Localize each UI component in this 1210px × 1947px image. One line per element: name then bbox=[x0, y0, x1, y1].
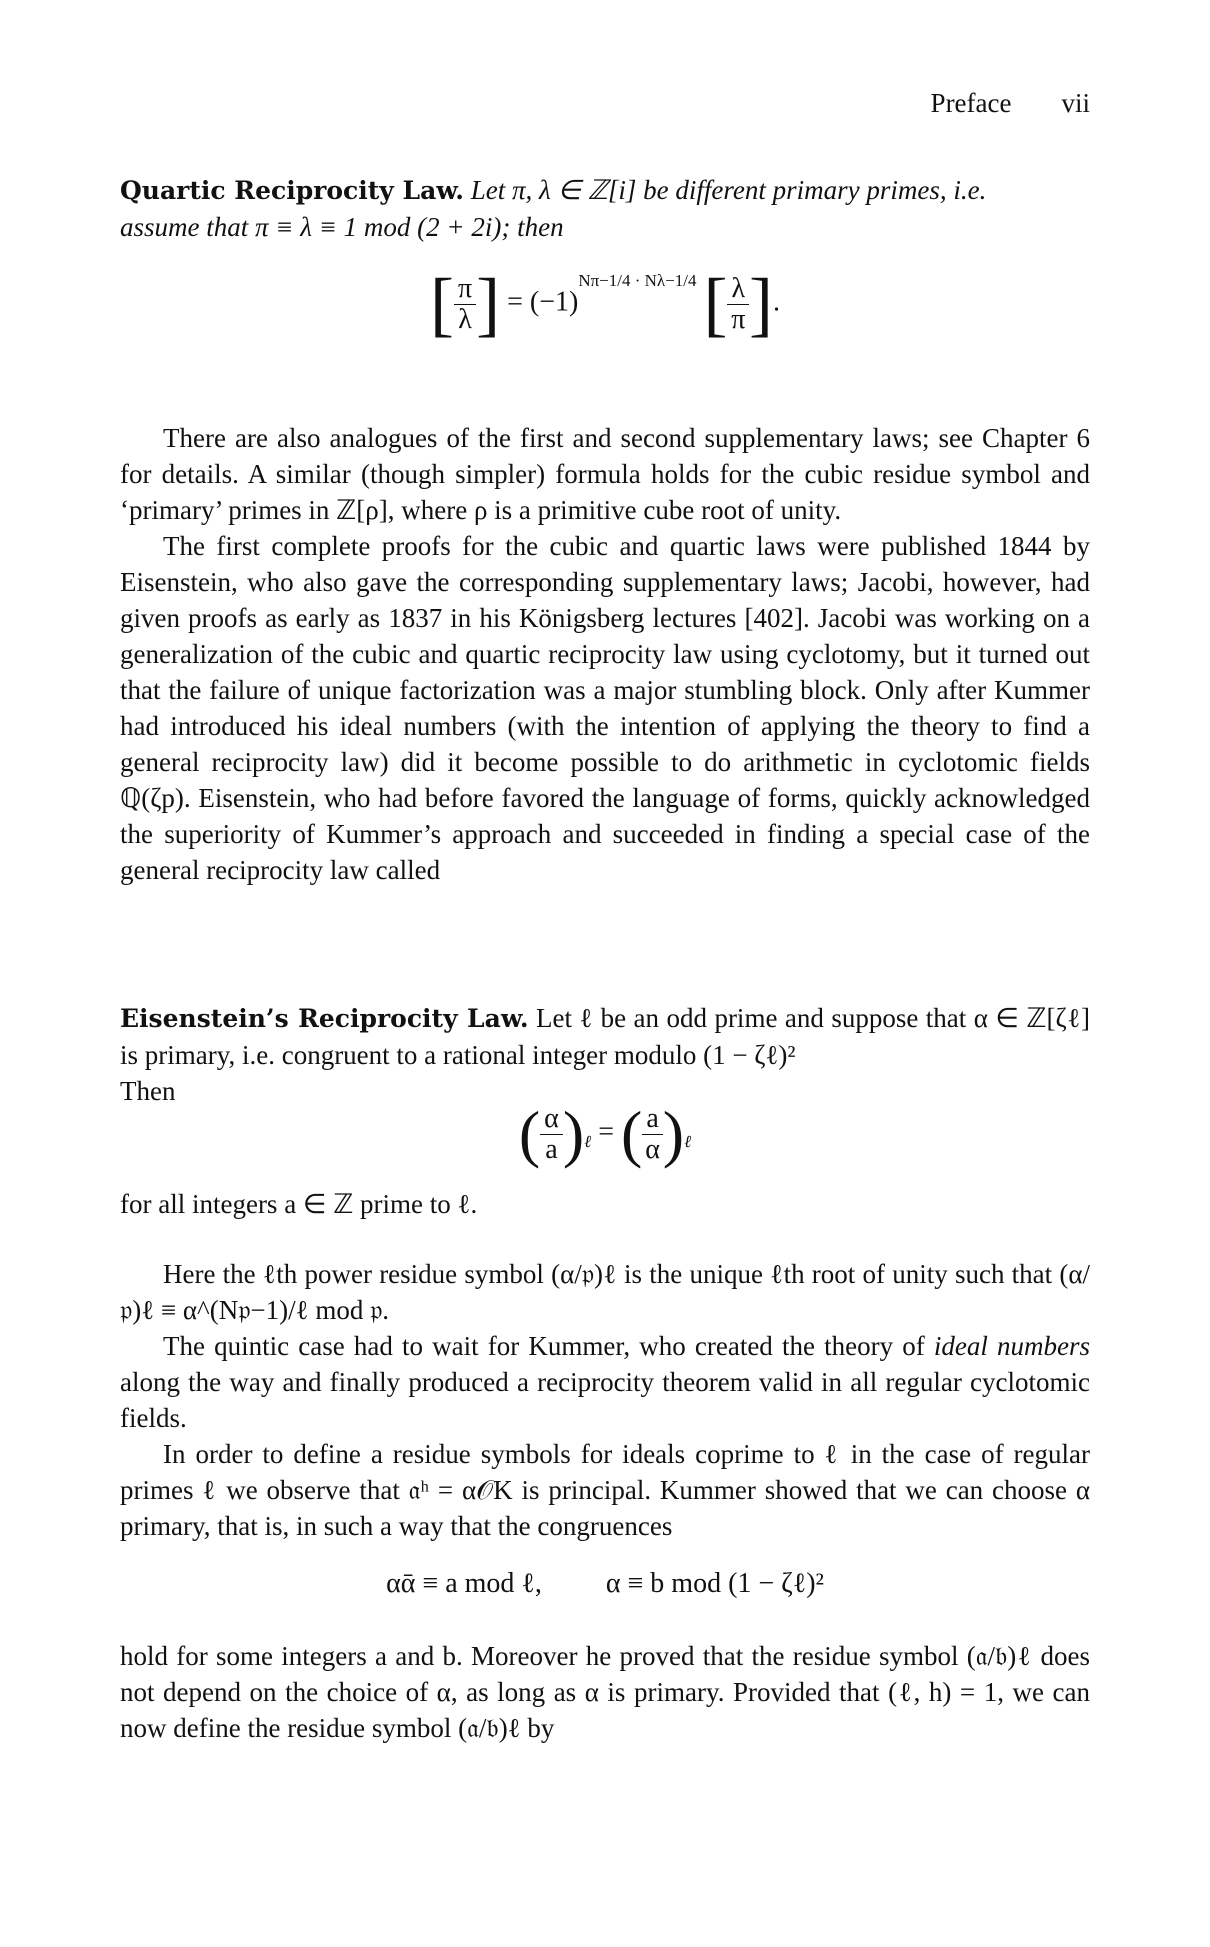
para4-a: The quintic case had to wait for Kummer, who created the theory of bbox=[163, 1331, 934, 1361]
paren-open-2: ( bbox=[621, 1098, 643, 1169]
congruence-formula bbox=[0, 1568, 1210, 1600]
eisenstein-formula bbox=[0, 1098, 1210, 1170]
theorem-text-line1: Let π, λ ∈ ℤ[i] be different primary primes, i.e. bbox=[470, 175, 987, 205]
eis-rhs-sub: ℓ bbox=[684, 1132, 692, 1152]
formula-exponent: Nπ−1/4 · Nλ−1/4 bbox=[578, 271, 697, 291]
paragraph-supplementary: There are also analogues of the first and second supplementary laws; see Chapter 6 for details. A similar (though simpler) formula holds for the cubic residue symbol and ‘primary’ primes in ℤ[ρ], where ρ is a primitive cube root of unity. bbox=[120, 423, 1090, 525]
para4-ideal-numbers: ideal numbers bbox=[933, 1331, 1091, 1361]
quartic-law-statement bbox=[120, 172, 1090, 245]
lhs-denominator: λ bbox=[458, 303, 472, 335]
lhs-fraction bbox=[454, 274, 476, 335]
rhs-numerator: λ bbox=[727, 274, 749, 305]
body-text-1 bbox=[120, 420, 1090, 888]
eis-lhs-den: a bbox=[545, 1133, 558, 1165]
left-bracket-close: ] bbox=[476, 264, 501, 344]
paragraph-history: The first complete proofs for the cubic and quartic laws were published 1844 by Eisenstein, who also gave the corresponding supplementary laws; Jacobi, however, had given proofs as early as 1837 in his Königsberg lectures [402]. Jacobi was working on a generalization of the cubic and quartic reciprocity law using cyclotomy, but it turned out that the failure of unique factorization was a major stumbling block. Only after Kummer had introduced his ideal numbers (with the intention of applying the theory to find a general reciprocity law) did it become possible to do arithmetic in cyclotomic fields ℚ(ζp). Eisenstein, who had before favored the language of forms, quickly acknowledged the superiority of Kummer’s approach and succeeded in finding a special case of the general reciprocity law called bbox=[120, 531, 1090, 885]
eis-rhs-num: a bbox=[642, 1104, 662, 1135]
theorem2-text: Let ℓ be an odd prime and suppose that α ∈ ℤ[ζℓ] is primary, i.e. congruent to a rational integer modulo (1 − ζℓ)² bbox=[120, 1003, 1090, 1070]
eis-lhs-fraction bbox=[540, 1104, 563, 1165]
eis-rhs-fraction bbox=[642, 1104, 662, 1165]
paragraph-residue-symbol: Here the ℓth power residue symbol (α/𝔭)ℓ is the unique ℓth root of unity such that (α/𝔭)ℓ ≡ α^(N𝔭−1)/ℓ mod 𝔭. bbox=[120, 1259, 1090, 1325]
eis-lhs-num: α bbox=[540, 1104, 563, 1135]
right-bracket-open: [ bbox=[703, 264, 728, 344]
theorem-text-line2: assume that π ≡ λ ≡ 1 mod (2 + 2i); then bbox=[120, 212, 564, 242]
para4-c: along the way and finally produced a reciprocity theorem valid in all regular cyclotomic fields. bbox=[120, 1367, 1090, 1433]
paragraph-quintic bbox=[120, 1328, 1090, 1436]
eis-lhs-sub: ℓ bbox=[584, 1132, 592, 1152]
page-number: vii bbox=[1061, 88, 1090, 118]
rhs-denominator: π bbox=[731, 303, 746, 335]
header-title: Preface bbox=[930, 88, 1012, 118]
formula-middle: = (−1) bbox=[507, 286, 579, 318]
lhs-numerator: π bbox=[454, 274, 476, 305]
left-bracket-open: [ bbox=[429, 264, 454, 344]
quartic-law-formula bbox=[0, 264, 1210, 344]
running-header bbox=[881, 88, 1090, 119]
congruence-left: αᾱ ≡ a mod ℓ, bbox=[386, 1568, 542, 1599]
paragraph-residue-independence: hold for some integers a and b. Moreover he proved that the residue symbol (𝔞/𝔟)ℓ does not depend on the choice of α, as long as α is primary. Provided that (ℓ, h) = 1, we can now define the residue symbol (𝔞/𝔟)ℓ by bbox=[120, 1641, 1090, 1743]
theorem2-then: Then bbox=[120, 1076, 176, 1106]
paragraph-regular-primes: In order to define a residue symbols for ideals coprime to ℓ in the case of regular primes ℓ we observe that 𝔞ʰ = α𝒪K is principal. Kummer showed that we can choose α primary, that is, in such a way that the congruences bbox=[120, 1439, 1090, 1541]
theorem-name: Quartic Reciprocity Law. bbox=[120, 176, 465, 205]
eisenstein-after bbox=[120, 1186, 1090, 1222]
paren-close-1: ) bbox=[562, 1098, 585, 1169]
formula-end: . bbox=[773, 286, 781, 318]
theorem2-after: for all integers a ∈ ℤ prime to ℓ. bbox=[120, 1189, 478, 1219]
rhs-fraction bbox=[727, 274, 749, 335]
eis-rhs-den: α bbox=[645, 1133, 660, 1165]
body-text-3 bbox=[120, 1638, 1090, 1746]
paren-close-2: ) bbox=[662, 1098, 685, 1169]
theorem2-name: Eisenstein’s Reciprocity Law. bbox=[120, 1004, 529, 1033]
paren-open-1: ( bbox=[518, 1098, 541, 1169]
eisenstein-law-statement bbox=[120, 1000, 1090, 1109]
body-text-2 bbox=[120, 1256, 1090, 1544]
congruence-right: α ≡ b mod (1 − ζℓ)² bbox=[605, 1568, 824, 1599]
right-bracket-close: ] bbox=[749, 264, 774, 344]
eis-eq: = bbox=[598, 1116, 615, 1148]
